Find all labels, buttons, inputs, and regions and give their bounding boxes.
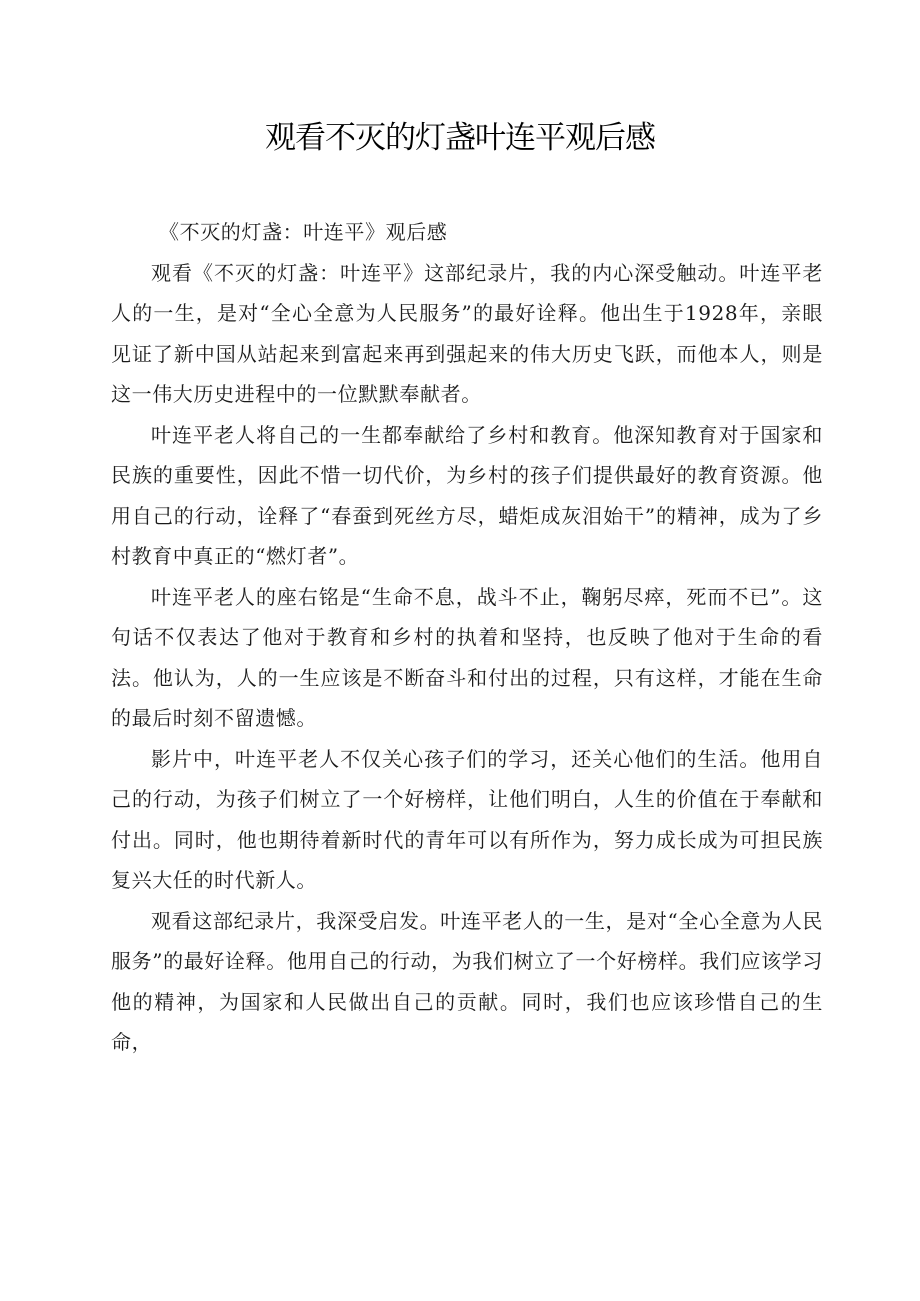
paragraph: 观看《不灭的灯盏：叶连平》这部纪录片，我的内心深受触动。叶连平老人的一生，是对“全心全意为人民服务”的最好诠释。他出生于1928年，亲眼见证了新中国从站起来到富起来再到强起来的伟大历史飞跃，而他本人，则是这一伟大历史进程中的一位默默奉献者。 <box>111 260 823 406</box>
paragraph: 观看这部纪录片，我深受启发。叶连平老人的一生，是对“全心全意为人民服务”的最好诠释。他用自己的行动，为我们树立了一个好榜样。我们应该学习他的精神，为国家和人民做出自己的贡献。同时，我们也应该珍惜自己的生命， <box>111 908 823 1054</box>
document-subtitle: 《不灭的灯盏：叶连平》观后感 <box>159 220 448 244</box>
paragraph: 叶连平老人的座右铭是“生命不息，战斗不止，鞠躬尽瘁，死而不已”。这句话不仅表达了他对于教育和乡村的执着和坚持，也反映了他对于生命的看法。他认为，人的一生应该是不断奋斗和付出的过程，只有这样，才能在生命的最后时刻不留遗憾。 <box>111 584 823 730</box>
document-title: 观看不灭的灯盏叶连平观后感 <box>265 120 655 156</box>
document-body <box>111 212 823 1063</box>
paragraph: 叶连平老人将自己的一生都奉献给了乡村和教育。他深知教育对于国家和民族的重要性，因此不惜一切代价，为乡村的孩子们提供最好的教育资源。他用自己的行动，诠释了“春蚕到死丝方尽，蜡炬成灰泪始干”的精神，成为了乡村教育中真正的“燃灯者”。 <box>111 422 823 568</box>
paragraph: 影片中，叶连平老人不仅关心孩子们的学习，还关心他们的生活。他用自己的行动，为孩子们树立了一个好榜样，让他们明白，人生的价值在于奉献和付出。同时，他也期待着新时代的青年可以有所作为，努力成长成为可担民族复兴大任的时代新人。 <box>111 746 823 892</box>
